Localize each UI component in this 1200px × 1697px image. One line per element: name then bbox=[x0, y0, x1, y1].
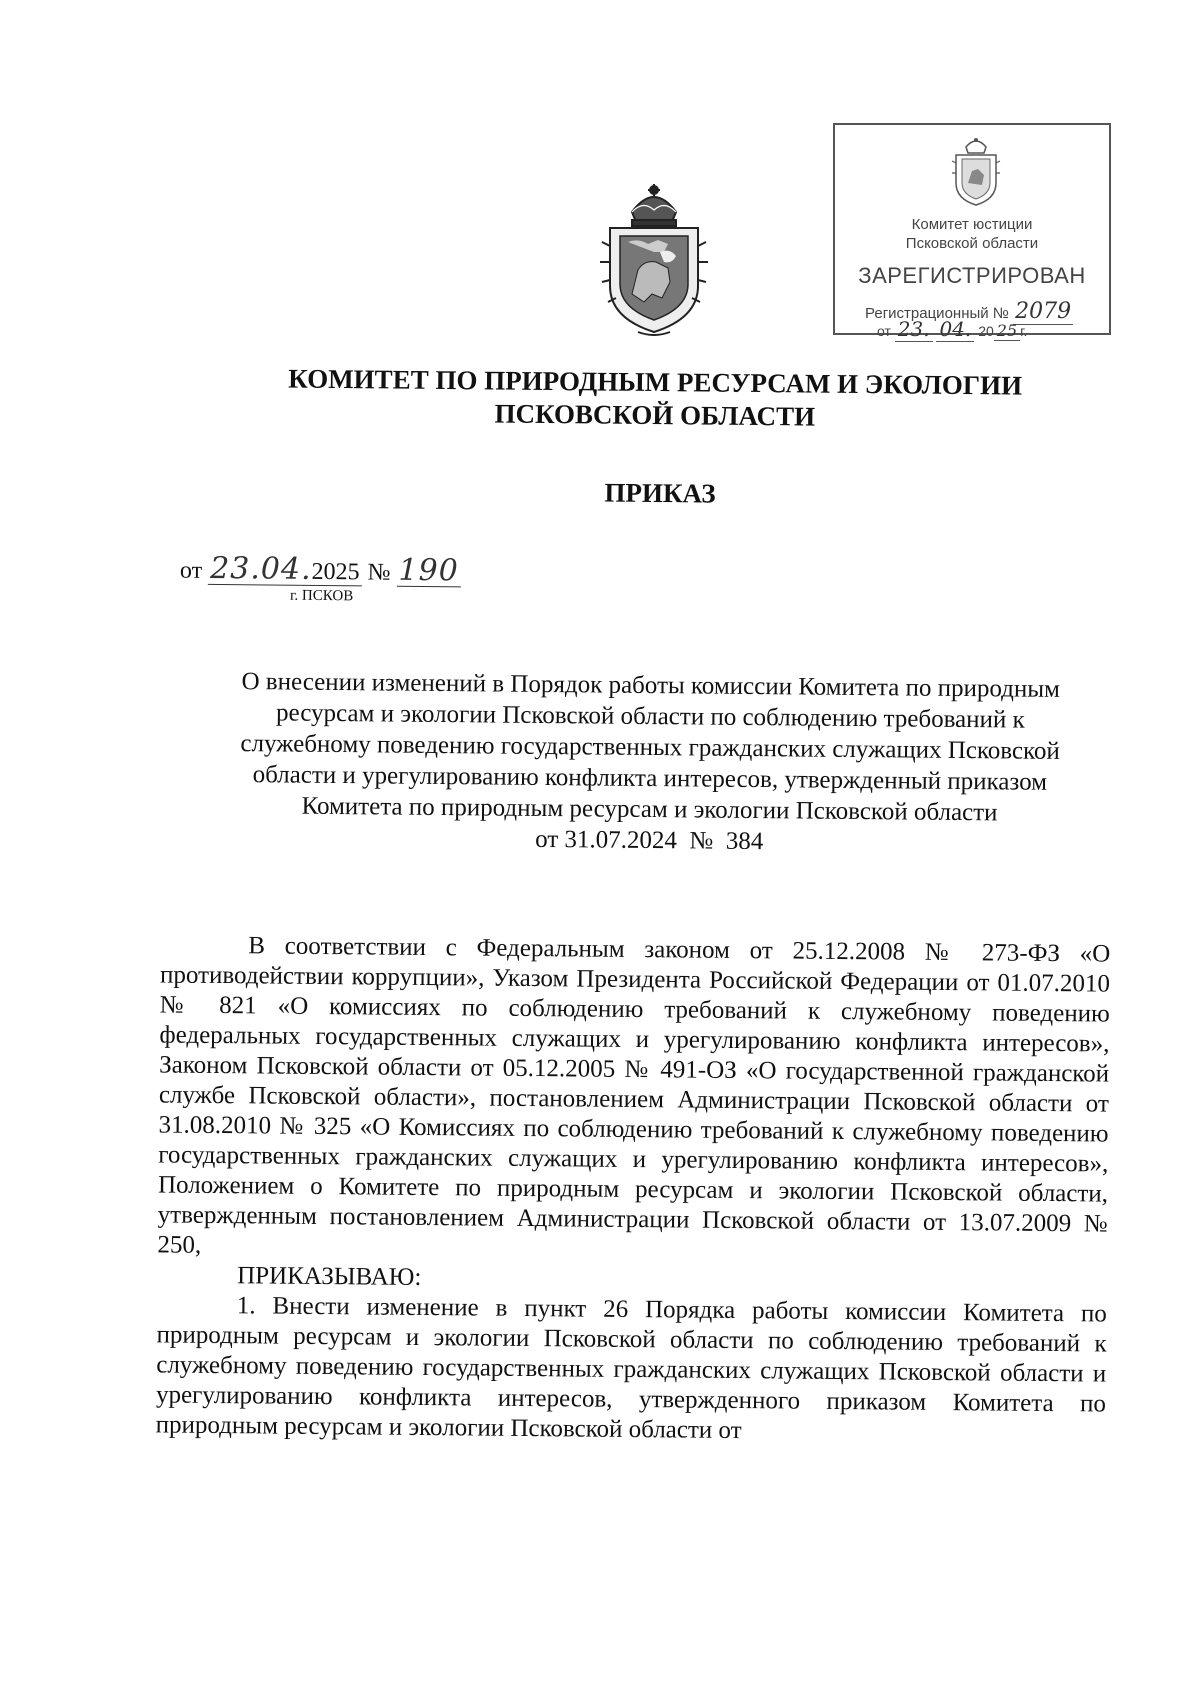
order-year: 2025 bbox=[311, 558, 360, 586]
order-subject-line6: от 31.07.2024 № 384 bbox=[535, 825, 764, 856]
registration-stamp bbox=[833, 123, 1111, 341]
stamp-date-prefix: от bbox=[877, 323, 891, 339]
order-preamble: В соответствии с Федеральным законом от 25.12.2008 № 273-ФЗ «О противодействии коррупции», Указом Президента Российской Федерации от 01.07.2010 № 821 «О комиссиях по соблюдению требований к служебному поведению федеральных государственных служащих и урегулированию конфликта интересов», Законом Псковской области от 05.12.2005 № 491-ОЗ «О государственной гражданской службе Псковской области», постановлением Администрации Псковской области от 31.08.2010 № 325 «О Комиссиях по соблюдению требований к служебному поведению государственных гражданских служащих и урегулированию конфликта интересов», Положением о Комитете по природным ресурсам и экологии Псковской области, утвержденным постановлением Администрации Псковской области от 13.07.2009 № 250, bbox=[157, 932, 1111, 1259]
order-date-handwritten: 23.04. bbox=[210, 550, 312, 587]
order-subject-line4: области и урегулированию конфликта интересов, утвержденный приказом bbox=[252, 761, 1048, 796]
stamp-date-year-end: г. bbox=[1020, 323, 1028, 339]
stamp-date-month: 04. bbox=[936, 317, 974, 342]
organization-title-line2: ПСКОВСКОЙ ОБЛАСТИ bbox=[494, 398, 816, 432]
coat-of-arms-icon bbox=[598, 182, 710, 338]
order-city: г. ПСКОВ bbox=[289, 587, 354, 605]
stamp-date-day: 23. bbox=[895, 317, 933, 342]
stamp-date-year-prefix: 20 bbox=[978, 323, 994, 339]
document-type: ПРИКАЗ bbox=[604, 477, 716, 509]
stamp-org-line2: Псковской области bbox=[905, 235, 1039, 252]
order-body bbox=[156, 930, 1111, 1449]
stamp-reg-number-value: 2079 bbox=[1015, 299, 1072, 324]
organization-title-line1: КОМИТЕТ ПО ПРИРОДНЫМ РЕСУРСАМ И ЭКОЛОГИИ bbox=[288, 363, 1023, 401]
order-subject-line5: Комитета по природным ресурсам и экологии Псковской области bbox=[301, 792, 998, 827]
order-date-number bbox=[180, 551, 461, 589]
stamp-reg-number-label: Регистрационный № bbox=[865, 305, 1009, 322]
organization-title bbox=[190, 362, 1121, 437]
stamp-date bbox=[877, 317, 1027, 341]
order-subject-line1: О внесении изменений в Порядок работы комиссии Комитета по природным bbox=[241, 668, 1061, 703]
stamp-date-year-suffix: 25 bbox=[994, 321, 1020, 341]
order-number-label: № bbox=[367, 559, 391, 586]
stamp-org-line1: Комитет юстиции bbox=[911, 216, 1033, 233]
stamp-coat-of-arms-icon bbox=[948, 133, 1004, 209]
order-date-prefix: от bbox=[179, 557, 203, 584]
order-number-handwritten: 190 bbox=[398, 552, 459, 589]
order-subject bbox=[189, 666, 1111, 861]
stamp-organization bbox=[835, 215, 1109, 253]
stamp-status: ЗАРЕГИСТРИРОВАН bbox=[858, 263, 1086, 288]
order-word: ПРИКАЗЫВАЮ: bbox=[237, 1262, 422, 1291]
order-item-1: 1. Внести изменение в пункт 26 Порядка работы комиссии Комитета по природным ресурсам и экологии Псковской области по соблюдению требований к служебному поведению государственных гражданских служащих Псковской области и урегулированию конфликта интересов, утвержденного приказом Комитета по природным ресурсам и экологии Псковской области от bbox=[155, 1292, 1107, 1445]
order-subject-line2: ресурсам и экологии Псковской области по соблюдению требований к bbox=[275, 699, 1025, 734]
order-subject-line3: служебному поведению государственных гражданских служащих Псковской bbox=[240, 730, 1060, 765]
